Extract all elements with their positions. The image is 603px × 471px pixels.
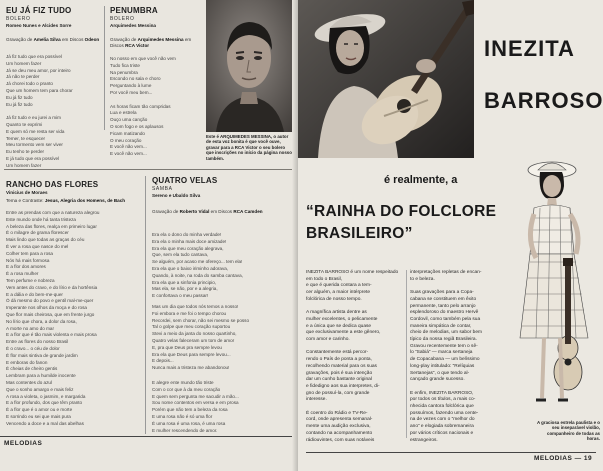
lyric-line: E, pra que Deus pra sempre levou <box>152 344 222 350</box>
lyric-line: E a flor que é tão mais violenta e mais prosa <box>6 332 97 338</box>
lyric-line: Que o sonho amargo e mais feliz <box>6 386 74 392</box>
song-recording: Gravação de Roberto Vidal em Discos RCA Camden <box>152 209 263 214</box>
column-divider <box>406 270 407 438</box>
lyric-line: A beleza das flores, realça em primeiro lugar <box>6 223 97 229</box>
lyric-line: Nós há mais formosa <box>6 257 50 263</box>
lyric-line: Tal o golpe que meu coração suportou <box>152 324 231 330</box>
column-divider <box>145 176 146 434</box>
lyric-line: Tudo fica triste <box>110 62 140 68</box>
song-lyrics <box>110 56 205 158</box>
lyric-line: O meu coração <box>110 137 142 143</box>
lyric-line: É cheias de cheiro gentis <box>6 366 58 372</box>
article-line: cord, onde apresenta semanal- <box>306 417 373 423</box>
article-line: de Copacabana — um belíssimo <box>410 357 480 363</box>
lyric-line: Entre as prendas com que a natureza alegrou <box>6 210 100 215</box>
song-lyrics <box>152 304 294 372</box>
article-line <box>306 404 404 411</box>
song-authors: Sereno e Ubaldo Silva <box>152 193 201 198</box>
song-title-penumbra: PENUMBRA <box>110 6 158 15</box>
song-authors: Vinicius de Moraes <box>6 190 48 195</box>
article-line: maneira simpática de contar, <box>410 323 472 329</box>
lyric-line: E uma rosa não é só uma flor <box>152 413 213 419</box>
lyric-line: No lírio que chora, a dolor da rosa, <box>6 318 77 324</box>
song-lyrics <box>6 210 146 428</box>
lyric-line: Que um homem tem para chorar <box>6 87 73 93</box>
article-line: permanente, tanto pelo arranjo <box>410 303 476 309</box>
article-line: INEZITA BARROSO é um nome respeitado em todo o Brasil, <box>306 270 399 282</box>
article-line: e que é querida contara a tem- <box>306 283 372 289</box>
article-line: por vários críticos nacionais e <box>410 430 474 436</box>
lyric-line: E quem só me resta ser vida <box>6 128 65 134</box>
article-line: mulher excelentes, o pelicamente <box>306 316 378 322</box>
footer-rule <box>306 452 596 453</box>
article-line: típico da nossa regiã Brasileira. <box>410 337 477 343</box>
article-line: com amor e carinho. <box>306 337 350 343</box>
lyric-line: E a flor dos amores <box>6 264 46 270</box>
feature-headline-line1: “RAINHA DO FOLCLORE <box>306 203 497 220</box>
lyric-line: Era ela que Deus para sempre levou... <box>152 351 231 357</box>
article-line: folclórica de nosso tempo. <box>306 296 362 302</box>
article-line: Sertanejas”, o que tendo al- <box>410 370 470 376</box>
lyric-line: Era ela que meu coração alegrava, <box>152 245 224 251</box>
article-line: e a única que se dedica quase <box>306 323 372 329</box>
article-line: cançado grande sucesso. <box>410 377 465 383</box>
song-genre: BOLERO <box>110 16 135 22</box>
lyric-line: Lua e estrela <box>110 110 137 116</box>
right-page <box>298 0 603 471</box>
lyric-line: Ó dá mesmo do povo e gentil mal-me-quer <box>6 298 94 304</box>
lyric-line: É uma rosa é uma rosa, é uma rosa <box>152 420 226 426</box>
lyric-line: Já não te perder <box>6 74 40 80</box>
lyric-line: Com o cor que à da meu coração <box>152 386 221 392</box>
lyric-line: E confortava o meu passar! <box>152 293 209 299</box>
article-line: mente uma audição exclusiva, <box>306 424 371 430</box>
song-genre: BOLERO <box>6 16 31 22</box>
lyric-line: E você não vem... <box>110 144 147 150</box>
lyric-line: Vencendo a doce e a mal das abelhas <box>6 420 84 426</box>
lyric-line: E já tudo que era possível <box>6 155 60 161</box>
lyric-line: Eu já fiz tudo <box>6 101 33 107</box>
lyric-line: É ver a rosa que nasce do mel <box>6 243 69 249</box>
lyric-line: Era ela o minha mais doce amizade! <box>152 238 227 244</box>
song-theme-credit: Tema e Contraste: Jesus, Alegria dos Homens, de Bach <box>6 198 126 203</box>
lyric-line: Era ela que o baixo iriminho adorava, <box>152 265 229 271</box>
portrait-photo-arquimedes-messina <box>206 0 292 132</box>
lyric-line: Por você meu bem... <box>110 89 153 95</box>
song-lyrics <box>6 54 106 170</box>
lyric-line: O som fogo e os aplausos <box>110 123 164 129</box>
lyric-line: Ficam matizando <box>110 130 145 136</box>
article-line: Gravou recentemente tem o sê- <box>410 343 478 349</box>
article-line: recolhendo material para os suas <box>306 363 377 369</box>
footer-magazine-name: MELODIAS <box>4 440 43 447</box>
article-line: contando na acompanhamento <box>306 430 373 436</box>
footer-rule <box>0 436 292 437</box>
article-line: esplendoroso do maestro Hervê <box>410 310 479 316</box>
article-line: cheio de melodias, um sabor bem <box>410 330 482 336</box>
lyric-line <box>6 108 106 115</box>
lyric-line: Imperante nos olhos da moça e do rosa <box>6 305 87 311</box>
photo-caption: Este é ARQUIMEDES MESSINA, o autor de esta voz bonita é que você ouve, gravar para a RCA Victor o seu bolero que inscrições no início da página nosso também. <box>206 134 292 161</box>
song-genre: SAMBA <box>152 186 173 192</box>
article-line: Constantemente está percor- <box>306 350 369 356</box>
lyric-line: E a dália e do bem-me-quer <box>6 291 63 297</box>
photo-illustration <box>298 0 474 158</box>
lyric-line: Foi embora e me foi o tempo chorou <box>152 310 227 316</box>
lyric-line: Lembram para a humilde inocente <box>6 373 76 379</box>
lyric-line: E sorrindo eu sei que mais pura <box>6 413 71 419</box>
lyric-line: É o milagre de grama florescer <box>6 230 69 236</box>
lyric-line: Vem antes do cravo, e do lírio e da hortênsia <box>6 284 98 290</box>
article-line: por todos os títulos, a mais co- <box>410 397 476 403</box>
standing-figure-illustration <box>516 158 598 414</box>
lyric-line: As horas ficam tão compridas <box>110 103 171 109</box>
song-authors: Arquimedes Messina <box>110 23 156 28</box>
article-line: E enfim, INEZITA BARROSO, <box>410 390 474 396</box>
song-lyrics <box>152 232 294 300</box>
article-column-1 <box>306 270 404 444</box>
article-line: interpretações repletas de encan- <box>410 270 482 275</box>
lyric-line: Mas um dia que todos nós temos a nosso! <box>152 304 239 309</box>
lyric-line: Quanto te exprimi <box>6 121 43 127</box>
lyric-line: É flor mais sintiva de grande jardim <box>6 352 78 358</box>
article-line: Suas gravações para a Copa- <box>410 290 474 296</box>
lyric-line: Na penumbra <box>110 69 138 75</box>
lyric-line: É o cravo... o céu de dolor <box>6 345 60 351</box>
portrait-illustration <box>206 0 292 132</box>
lyric-line: Eu tenho te perder <box>6 149 45 155</box>
song-authors: Romeo Nunes e Alcides Sorre <box>6 23 72 28</box>
section-divider <box>4 169 292 170</box>
feature-subhead: é realmente, a <box>384 174 458 186</box>
lyric-line: Um homem fazer <box>6 162 42 168</box>
article-line <box>410 384 510 391</box>
article-line: ano” e elogiada sobremaneira <box>410 424 474 430</box>
artist-name-line2: BARROSO <box>484 88 603 113</box>
lyric-line: Perguntando à lume <box>110 83 152 89</box>
lyric-line: E alegre ente mundo tão triste <box>152 380 214 385</box>
article-line: que exclusivamente a este gênero, <box>306 330 381 336</box>
article-line: e fidedigno aos sua interpretes, di- <box>306 383 380 389</box>
article-line: rádiouvintes, com suas notáveis <box>306 437 375 443</box>
lyric-line: Tem perfume e nobreza <box>6 277 55 283</box>
article-column-2 <box>410 270 510 444</box>
lyric-line: Sou nome contentos em versa e em prosa <box>152 400 239 406</box>
lyric-line: Se alguém, por acaso me ofereço... tem ela! <box>152 259 243 265</box>
article-line: to e beleza. <box>410 276 435 282</box>
song-lyrics <box>152 380 294 434</box>
article-line: long-play intitulado: “Relíquias <box>410 363 475 369</box>
article-line: estrangeiros. <box>410 437 438 443</box>
song-recording: Gravação de Arquimedes Messina em Discos RCA Victor <box>110 37 192 48</box>
lyric-line: E emboras do fanon <box>6 359 48 365</box>
song-title-quatro-velas: QUATRO VELAS <box>152 176 218 185</box>
article-line: A magnífica artista dentre as <box>306 310 367 316</box>
lyric-line: E a flor profundo, dos que têm pranto <box>6 400 83 406</box>
article-line: Cordovil, como também pela sua <box>410 316 481 322</box>
lyric-line: Escondo no sala e choro <box>110 76 161 82</box>
lyric-line: É a flor que é o amor ou e morte <box>6 407 73 413</box>
article-line: cabana se constituem em êxito <box>410 296 477 302</box>
article-line: dar um cunho bastante original <box>306 377 372 383</box>
column-divider <box>104 6 105 130</box>
lyric-line: Já se deu meu amor, por inteiro <box>6 67 71 73</box>
article-line: interesse. <box>306 397 327 403</box>
photo-inezita-with-guitar <box>298 0 474 158</box>
article-line: gno de possuí-la, com grande <box>306 390 370 396</box>
lyric-line: Um homem fazer <box>6 60 42 66</box>
lyric-line: Já chorei todo o pranto <box>6 81 53 87</box>
lyric-line: Recordei, sem chorar, não sei mesmo se posso <box>152 317 250 323</box>
lyric-line: Meu tormento vem ser viver <box>6 142 63 148</box>
artist-name-line1: INEZITA <box>484 36 575 61</box>
article-line: possuímos, fazendo uma cente- <box>410 410 479 416</box>
feature-headline-line2: BRASILEIRO” <box>306 225 413 242</box>
lyric-line: Mas contentes do azul <box>6 379 52 385</box>
lyric-line: Eu já fiz tudo <box>6 94 33 100</box>
lyric-line: Mas ela, se não, por e a alegria, <box>152 286 218 292</box>
lyric-line: Colher tem para a rosa <box>6 250 53 256</box>
article-line: lo “Sabiá” — marca sertaneja <box>410 350 473 356</box>
lyric-line: No nosso em que você não vem <box>110 56 176 61</box>
song-title-eu-ja-fiz-tudo: EU JÁ FIZ TUDO <box>6 6 72 15</box>
lyric-line: Este mundo onde há tanta tristeza <box>6 216 76 222</box>
lyric-line: Quando, à noite, na roda do samba cantava, <box>152 272 243 278</box>
lyric-line: Já fiz tudo e eu jurei a mim <box>6 115 61 121</box>
lyric-line: Já fiz tudo que era possível <box>6 54 62 59</box>
figure-caption: A graciosa estrela paulista e o seu inseparável violão, companheiro de todas as horas. <box>536 420 600 442</box>
article-line: rendo o País de ponta a ponta, <box>306 357 372 363</box>
lyric-line: Mais lindo que todas as graças do céu <box>6 237 85 243</box>
left-page <box>0 0 298 471</box>
lyric-line: A morte no amo do mar <box>6 325 55 331</box>
song-title-rancho-das-flores: RANCHO DAS FLORES <box>6 180 99 189</box>
article-line: É coentro do Rádio e TV-Re- <box>306 410 368 416</box>
article-line: nhecida cantora folclórica que <box>410 404 474 410</box>
lyric-line: Nunca mais a tristeza me abandonou! <box>152 365 230 371</box>
lyric-line: Temer, te esquecer <box>6 135 46 141</box>
lyric-line: Ouço uma canção <box>110 117 148 123</box>
lyric-line: Porém que não tem a beleza da rosa <box>152 407 228 413</box>
lyric-line: Que flor mais cheirosa, que em frente jurgo <box>6 311 95 317</box>
lyric-line: A rosa a violeta, o jasmim, e margarida <box>6 393 86 399</box>
lyric-line: E mulher rescendendo de amor. <box>152 427 218 433</box>
lyric-line: Era ela o dono do minha verdade! <box>152 232 222 237</box>
footer-page-number: MELODIAS — 19 <box>534 455 593 462</box>
lyric-line: Que, sem ela tudo cantava, <box>152 252 209 258</box>
lyric-line: E depois... <box>152 358 174 364</box>
photo-inezita-standing <box>516 158 598 414</box>
article-line: gravações, pois é sua intenção <box>306 370 373 376</box>
song-recording: Gravação de Amelia Silva em Discos Odeon <box>6 37 100 42</box>
lyric-line: E você não vem... <box>110 151 147 157</box>
lyric-line: Era ela que a sinfonia principio, <box>152 279 217 285</box>
article-line: na de vezes com o “melhor do <box>410 417 475 423</box>
lyric-line: Stevi a meio da janta do nosso quartinho, <box>152 331 237 337</box>
lyric-line: Entre as flores do nosso Brasil <box>6 339 69 345</box>
lyric-line: É a rosa mulher <box>6 271 39 277</box>
article-line: cer alguém, a maior intérprete <box>306 290 370 296</box>
lyric-line <box>110 97 205 104</box>
lyric-line: Quatro velas faleceram um tom de amor <box>152 337 235 343</box>
lyric-line: E quem sem pergunta me sacudir a mão... <box>152 393 239 399</box>
